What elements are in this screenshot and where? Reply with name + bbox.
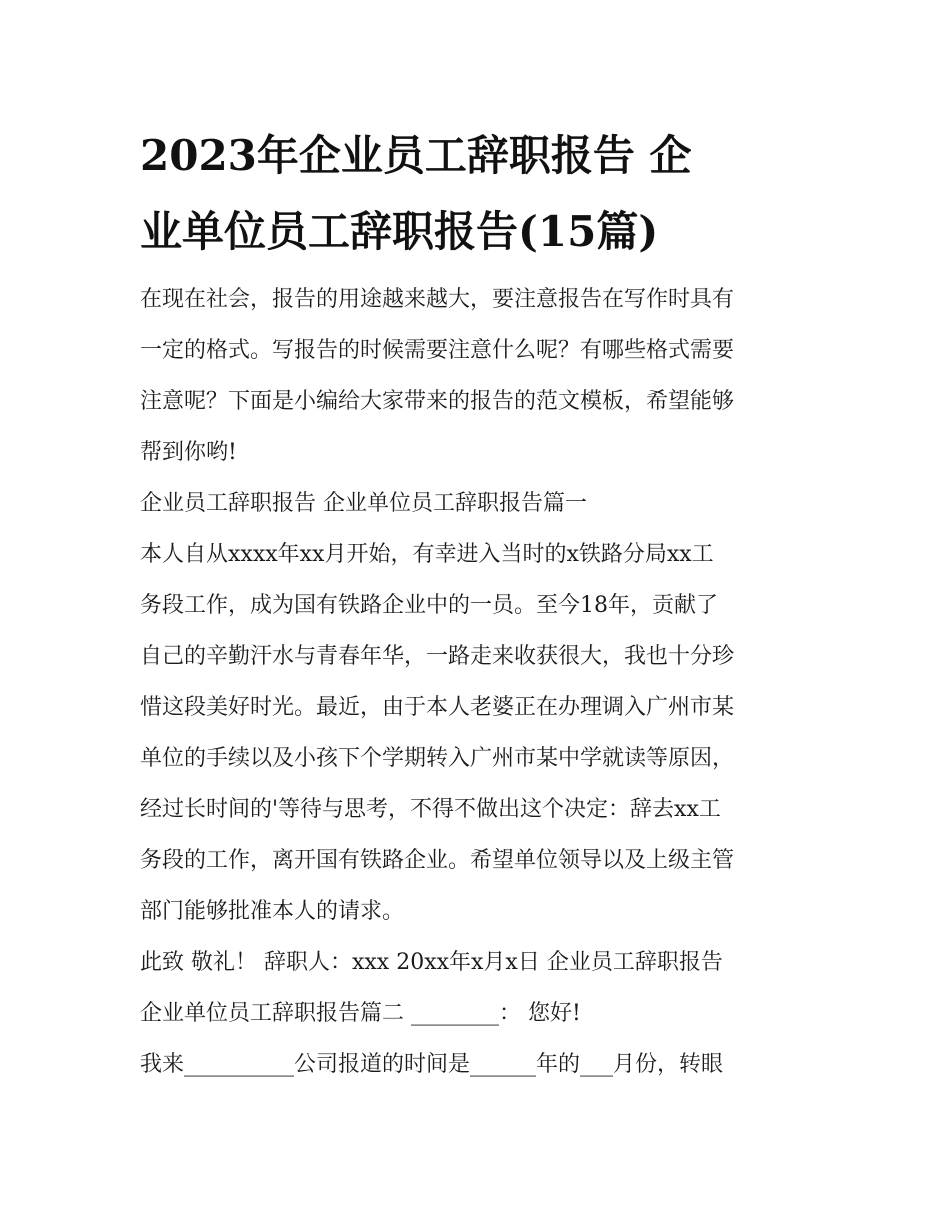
body-line: 务段工作，成为国有铁路企业中的一员。至今18年，贡献了	[140, 593, 718, 618]
body-line: 企业单位员工辞职报告篇二 ________： 您好!	[140, 1001, 581, 1026]
title-line-2: 业单位员工辞职报告(15篇)	[140, 207, 659, 256]
body-line: 在现在社会，报告的用途越来越大，要注意报告在写作时具有	[140, 287, 735, 312]
body-line: 帮到你哟!	[140, 440, 237, 465]
body-line: 此致 敬礼！ 辞职人：xxx 20xx年x月x日 企业员工辞职报告	[140, 950, 723, 975]
body-line: 惜这段美好时光。最近，由于本人老婆正在办理调入广州市某	[140, 695, 735, 720]
body-line: 经过长时间的'等待与思考，不得不做出这个决定：辞去xx工	[140, 797, 721, 822]
body-line: 部门能够批准本人的请求。	[140, 899, 405, 924]
title-line-1: 2023年企业员工辞职报告 企	[140, 131, 692, 180]
section-heading-1: 企业员工辞职报告 企业单位员工辞职报告篇一	[140, 491, 587, 516]
document-title	[140, 118, 830, 270]
body-line: 注意呢？下面是小编给大家带来的报告的范文模板，希望能够	[140, 389, 735, 414]
body-line: 务段的工作，离开国有铁路企业。希望单位领导以及上级主管	[140, 848, 735, 873]
body-line: 自己的辛勤汗水与青春年华，一路走来收获很大，我也十分珍	[140, 644, 735, 669]
body-line: 单位的手续以及小孩下个学期转入广州市某中学就读等原因，	[140, 746, 735, 771]
body-line: 我来__________公司报道的时间是______年的___月份，转眼	[140, 1052, 724, 1077]
body-line: 一定的格式。写报告的时候需要注意什么呢？有哪些格式需要	[140, 338, 735, 363]
document-body	[140, 280, 830, 1096]
body-line: 本人自从xxxx年xx月开始，有幸进入当时的x铁路分局xx工	[140, 542, 714, 567]
